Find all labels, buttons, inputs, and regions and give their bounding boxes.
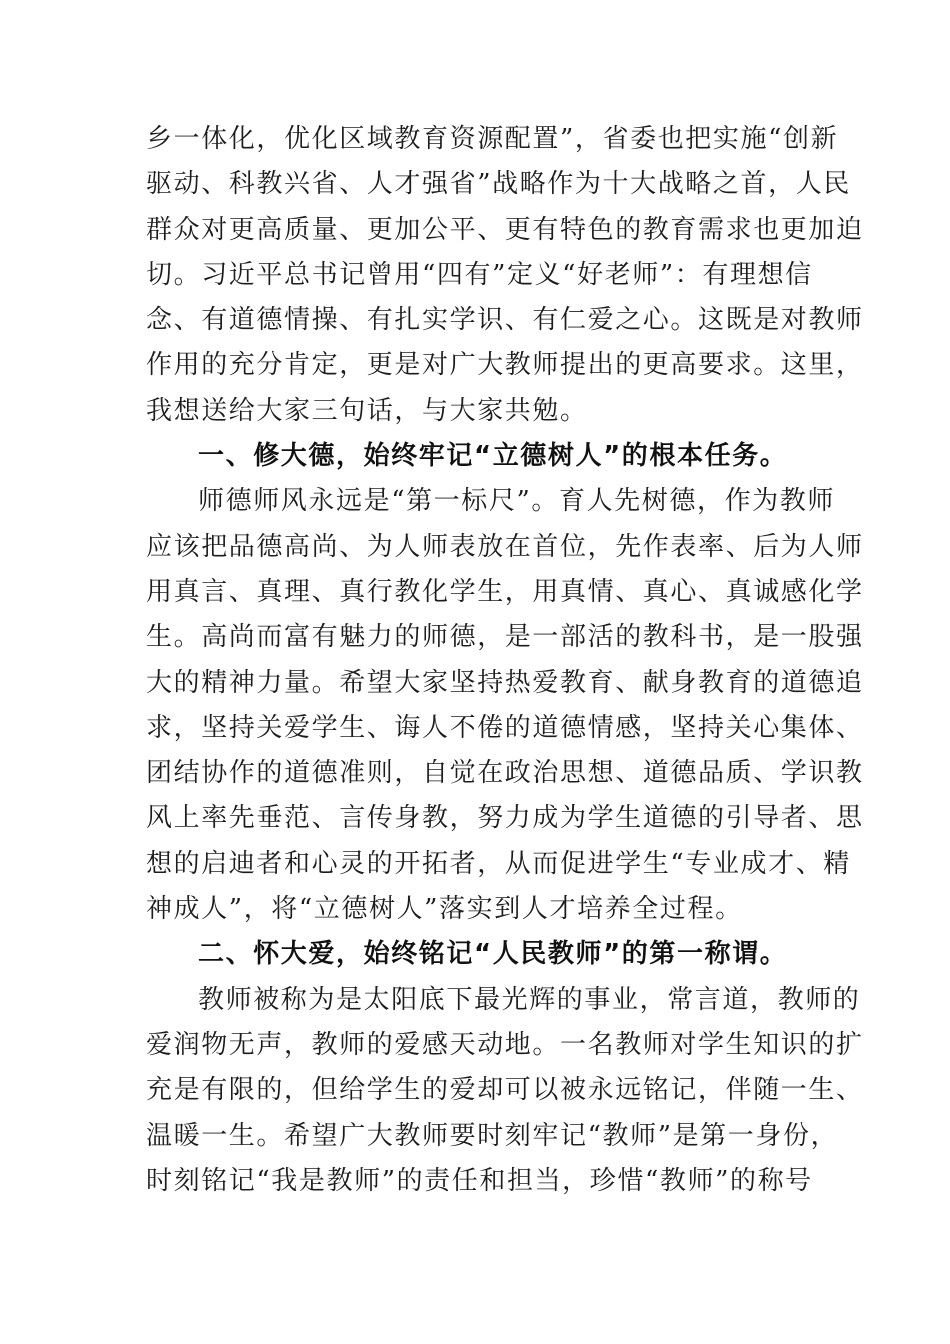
body-line: 群众对更高质量、更加公平、更有特色的教育需求也更加迫 (146, 214, 864, 245)
body-line: 大的精神力量。希望大家坚持热爱教育、献身教育的道德追 (146, 667, 864, 698)
document-body (146, 117, 864, 1204)
body-line: 我想送给大家三句话，与大家共勉。 (146, 395, 588, 426)
body-line: 生。高尚而富有魅力的师德，是一部活的教科书，是一股强 (146, 622, 864, 653)
body-line: 神成人”，将“立德树人”落实到人才培养全过程。 (146, 894, 743, 925)
body-line: 风上率先垂范、言传身教，努力成为学生道德的引导者、思 (146, 803, 864, 834)
body-line: 师德师风永远是“第一标尺”。育人先树德，作为教师 (198, 486, 835, 517)
body-line: 爱润物无声，教师的爱感天动地。一名教师对学生知识的扩 (146, 1029, 864, 1060)
body-line: 温暖一生。希望广大教师要时刻牢记“教师”是第一身份， (146, 1120, 839, 1151)
body-line: 应该把品德高尚、为人师表放在首位，先作表率、后为人师 (146, 531, 864, 562)
body-line: 团结协作的道德准则，自觉在政治思想、道德品质、学识教 (146, 758, 864, 789)
body-line: 想的启迪者和心灵的开拓者，从而促进学生“专业成才、精 (146, 848, 851, 879)
body-line: 用真言、真理、真行教化学生，用真情、真心、真诚感化学 (146, 576, 864, 607)
body-line: 作用的充分肯定，更是对广大教师提出的更高要求。这里， (146, 350, 864, 381)
body-line: 乡一体化，优化区域教育资源配置”，省委也把实施“创新 (146, 124, 839, 154)
section-heading-2: 二、怀大爱，始终铭记“人民教师”的第一称谓。 (198, 939, 788, 970)
body-line: 驱动、科教兴省、人才强省”战略作为十大战略之首，人民 (146, 169, 851, 200)
body-line: 时刻铭记“我是教师”的责任和担当，珍惜“教师”的称号 (146, 1165, 813, 1196)
body-line: 充是有限的，但给学生的爱却可以被永远铭记，伴随一生、 (146, 1075, 864, 1106)
body-line: 教师被称为是太阳底下最光辉的事业，常言道，教师的 (198, 984, 861, 1015)
body-line: 念、有道德情操、有扎实学识、有仁爱之心。这既是对教师 (146, 305, 864, 336)
section-heading-1: 一、修大德，始终牢记“立德树人”的根本任务。 (198, 441, 788, 472)
body-line: 求，坚持关爱学生、诲人不倦的道德情感，坚持关心集体、 (146, 712, 864, 743)
body-line: 切。习近平总书记曾用“四有”定义“好老师”：有理想信 (146, 259, 813, 290)
